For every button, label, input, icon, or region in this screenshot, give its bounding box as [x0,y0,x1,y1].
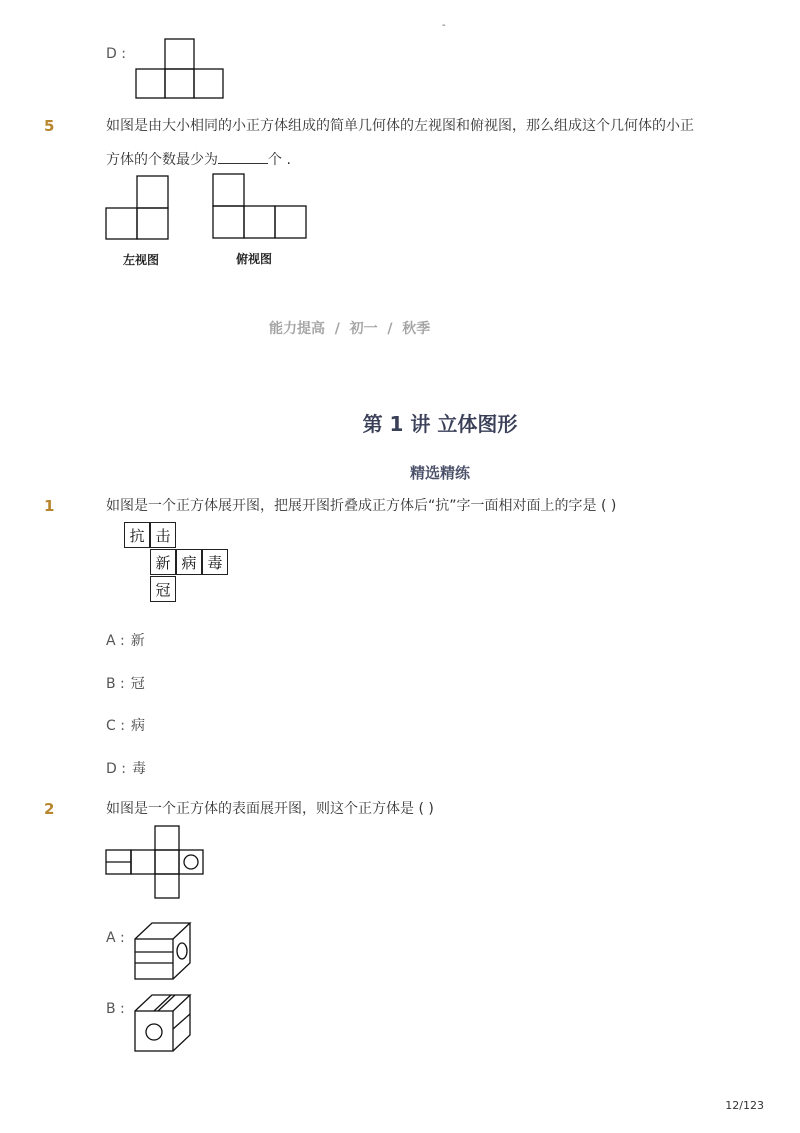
q1-option-a-label: A : [106,633,125,649]
q2-option-b-cube[interactable] [132,992,196,1056]
q1-option-c-value: 病 [130,718,145,734]
prev-option-d-label[interactable]: D : [106,46,126,62]
q1-number: 1 [44,497,55,515]
q1-cube-net [124,522,234,604]
q2-number: 2 [44,800,55,818]
header-dash: - [442,20,446,31]
breadcrumb-part2[interactable]: 初一 [349,321,378,337]
q5-left-view-figure [105,175,171,241]
page-number: 12/123 [725,1099,764,1112]
q1-option-c-label: C : [106,718,125,734]
lecture-title: 第 1 讲 立体图形 [362,412,518,436]
q1-option-b[interactable] [106,673,145,693]
q5-text-before: 方体的个数最少为 [106,152,218,168]
breadcrumb-part1[interactable]: 能力提高 [269,321,325,337]
q5-text-after: 个 . [268,152,291,168]
breadcrumb-part3[interactable]: 秋季 [402,321,431,337]
q1-net-cell: 击 [150,522,176,548]
q2-option-a-cube[interactable] [132,920,196,984]
q1-option-c[interactable] [106,715,145,735]
q1-net-cell: 新 [150,549,176,575]
q2-option-b-label[interactable]: B : [106,1001,125,1017]
q5-top-view-figure [212,173,309,240]
section-title: 精选精练 [409,464,470,482]
prev-option-d-figure[interactable] [135,38,227,100]
q5-left-view-label: 左视图 [123,253,160,267]
q1-net-cell: 病 [176,549,202,575]
q2-text: 如图是一个正方体的表面展开图，则这个正方体是 ( ) [106,801,434,817]
q5-text-line2 [106,149,291,170]
breadcrumb-sep1: / [334,321,340,337]
q5-answer-blank[interactable] [218,149,268,164]
q1-net-cell: 抗 [124,522,150,548]
q1-text: 如图是一个正方体展开图，把展开图折叠成正方体后“抗”字一面相对面上的字是 ( ) [106,498,617,514]
breadcrumb [269,318,430,338]
q5-top-view-label: 俯视图 [236,252,273,266]
q1-net-cell: 冠 [150,576,176,602]
q1-option-b-value: 冠 [130,676,145,692]
q1-option-a-value: 新 [130,633,145,649]
q2-option-a-label[interactable]: A : [106,930,125,946]
q5-number: 5 [44,117,55,135]
q2-cube-net-figure [105,825,205,900]
q1-option-d-label: D : [106,761,126,777]
q1-option-d[interactable] [106,758,146,778]
breadcrumb-sep2: / [387,321,393,337]
q1-option-d-value: 毒 [131,761,146,777]
q1-net-cell: 毒 [202,549,228,575]
q1-option-b-label: B : [106,676,125,692]
q1-option-a[interactable] [106,630,145,650]
q5-text-line1: 如图是由大小相同的小正方体组成的简单几何体的左视图和俯视图，那么组成这个几何体的小正 [106,118,694,134]
